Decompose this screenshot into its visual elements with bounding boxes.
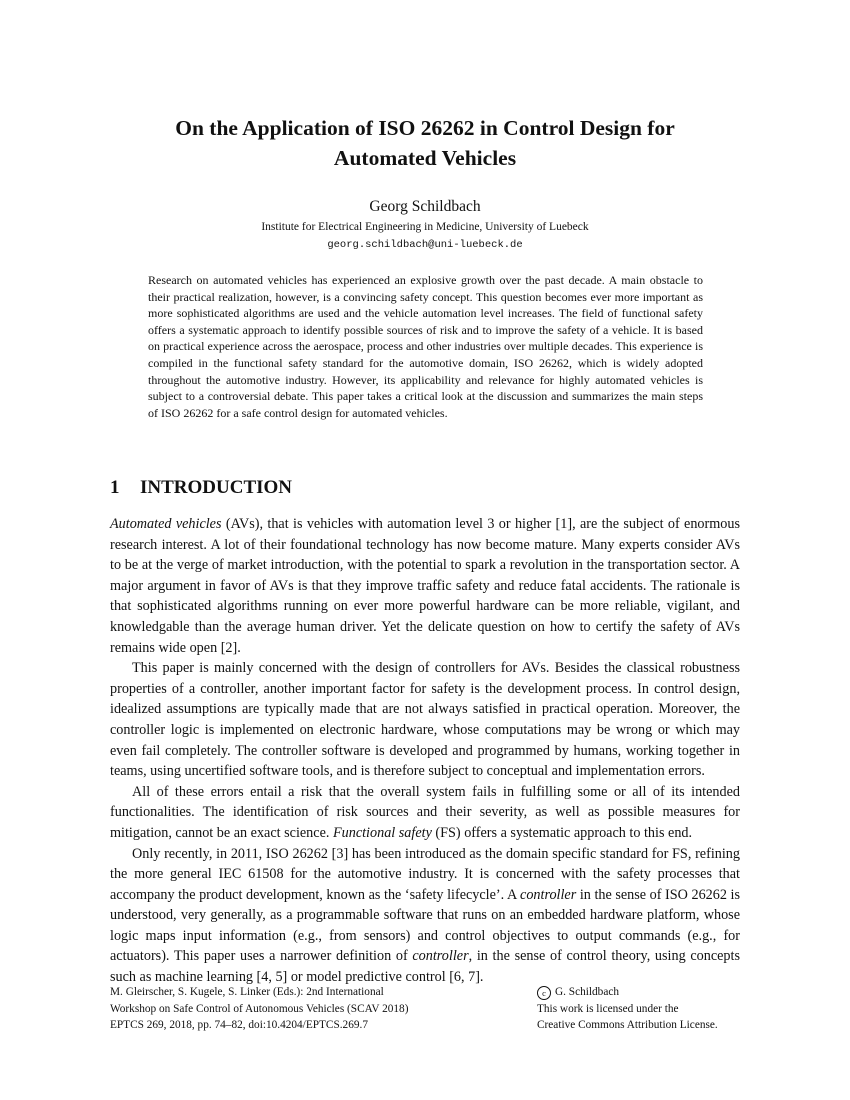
paragraph-4 <box>110 844 740 988</box>
p3-end: (FS) offers a systematic approach to this end. <box>431 824 693 841</box>
footer-right-line-3[interactable]: Creative Commons Attribution License. <box>537 1019 718 1031</box>
p4-part-1: Only recently, in 2011, ISO 26262 [3] has been introduced as the domain specific standard for FS, refining the more general IEC 61508 for the automotive industry. It is concerned with the safety processes that accompany the product development, known as the ‘safety lifecycle’. A <box>110 845 740 903</box>
paragraph-3 <box>110 782 740 844</box>
footer-left-line-2: Workshop on Safe Control of Autonomous Vehicles (SCAV 2018) <box>110 1002 409 1015</box>
p1-lead-italic: Automated vehicles <box>110 516 222 532</box>
copyright-icon: c <box>537 986 551 1000</box>
footer-left-line-1: M. Gleirscher, S. Kugele, S. Linker (Eds.): 2nd International <box>110 986 384 998</box>
paragraph-1 <box>110 514 740 658</box>
author-email[interactable]: georg.schildbach@uni-luebeck.de <box>327 239 523 251</box>
section-number: 1 <box>110 477 120 498</box>
title-line-1: On the Application of ISO 26262 in Control Design for <box>175 116 675 140</box>
author-name: Georg Schildbach <box>369 198 481 215</box>
p4-italic-1: controller <box>520 886 577 903</box>
p4-italic-2: controller <box>412 948 469 965</box>
paper-title <box>110 113 740 173</box>
footer-right-line-2: This work is licensed under the <box>537 1002 679 1015</box>
title-line-2: Automated Vehicles <box>333 146 517 170</box>
abstract: Research on automated vehicles has experienced an explosive growth over the past decade. A main obstacle to their practical realization, however, is a convincing safety concept. This question becomes ever more important as more sophisticated algorithms are used and the vehicle automation level increases. The field of functional safety offers a systematic approach to identify possible sources of risk and to improve the safety of a vehicle. It is based on practical experience across the aerospace, process and other industries over multiple decades. This experience is compiled in the functional safety standard for the automotive domain, ISO 26262, which is widely adopted throughout the automotive industry. However, its applicability and relevance for highly automated vehicles is subject to a controversial debate. This paper takes a critical look at the discussion and summarizes the main steps of ISO 26262 for a safe control design for automated vehicles. <box>148 273 703 420</box>
author-affiliation: Institute for Electrical Engineering in Medicine, University of Luebeck <box>261 221 589 233</box>
p1-rest: (AVs), that is vehicles with automation level 3 or higher [1], are the subject of enormous research interest. A lot of their foundational technology has now become mature. Many experts consider AVs to be at the verge of market introduction, with the potential to spark a revolution in the transportation sector. A major argument in favor of AVs is that they improve traffic safety and reduce fatal accidents. The rationale is that sophisticated algorithms running on ever more powerful hardware can be more reliable, vigilant, and knowledgable than the average human driver. Yet the delicate question on how to certify the safety of AVs remains wide open [2]. <box>110 516 740 656</box>
copyright-holder: G. Schildbach <box>555 986 620 998</box>
footer-license <box>537 984 747 1034</box>
p4-part-3: , in the sense of control theory, using concepts such as machine learning [4, 5] or model predictive control [6, 7]. <box>110 948 740 986</box>
p4-part-2: in the sense of ISO 26262 is understood, very generally, as a programmable software that runs on an embedded hardware platform, whose logic maps input information (e.g., from sensors) and control objectives to output commands (e.g., for actuators). This paper uses a narrower definition of <box>110 886 740 965</box>
section-title: INTRODUCTION <box>140 477 293 498</box>
section-heading <box>110 476 292 500</box>
footer-left-line-3: EPTCS 269, 2018, pp. 74–82, doi:10.4204/EPTCS.269.7 <box>110 1019 368 1031</box>
p3-italic: Functional safety <box>332 824 432 841</box>
paragraph-2: This paper is mainly concerned with the design of controllers for AVs. Besides the classical robustness properties of a controller, another important factor for safety is the development process. In control design, idealized assumptions are typically made that are not always satisfied in practical operation. Moreover, the controller logic is implemented on electronic hardware, whose computations may be wrong or which may even fail completely. The controller software is developed and programmed by humans, working together in teams, using uncertified software tools, and is therefore subject to conceptual and implementation errors. <box>110 660 740 780</box>
footer-right-line-1 <box>537 984 747 1001</box>
body-text <box>110 514 740 988</box>
p3-start: All of these errors entail a risk that the overall system fails in fulfilling some or all of its intended functionalities. The identification of risk sources and their severity, as well as possible measures for mitigation, cannot be an exact science. <box>110 783 740 841</box>
footer-citation <box>110 984 490 1034</box>
